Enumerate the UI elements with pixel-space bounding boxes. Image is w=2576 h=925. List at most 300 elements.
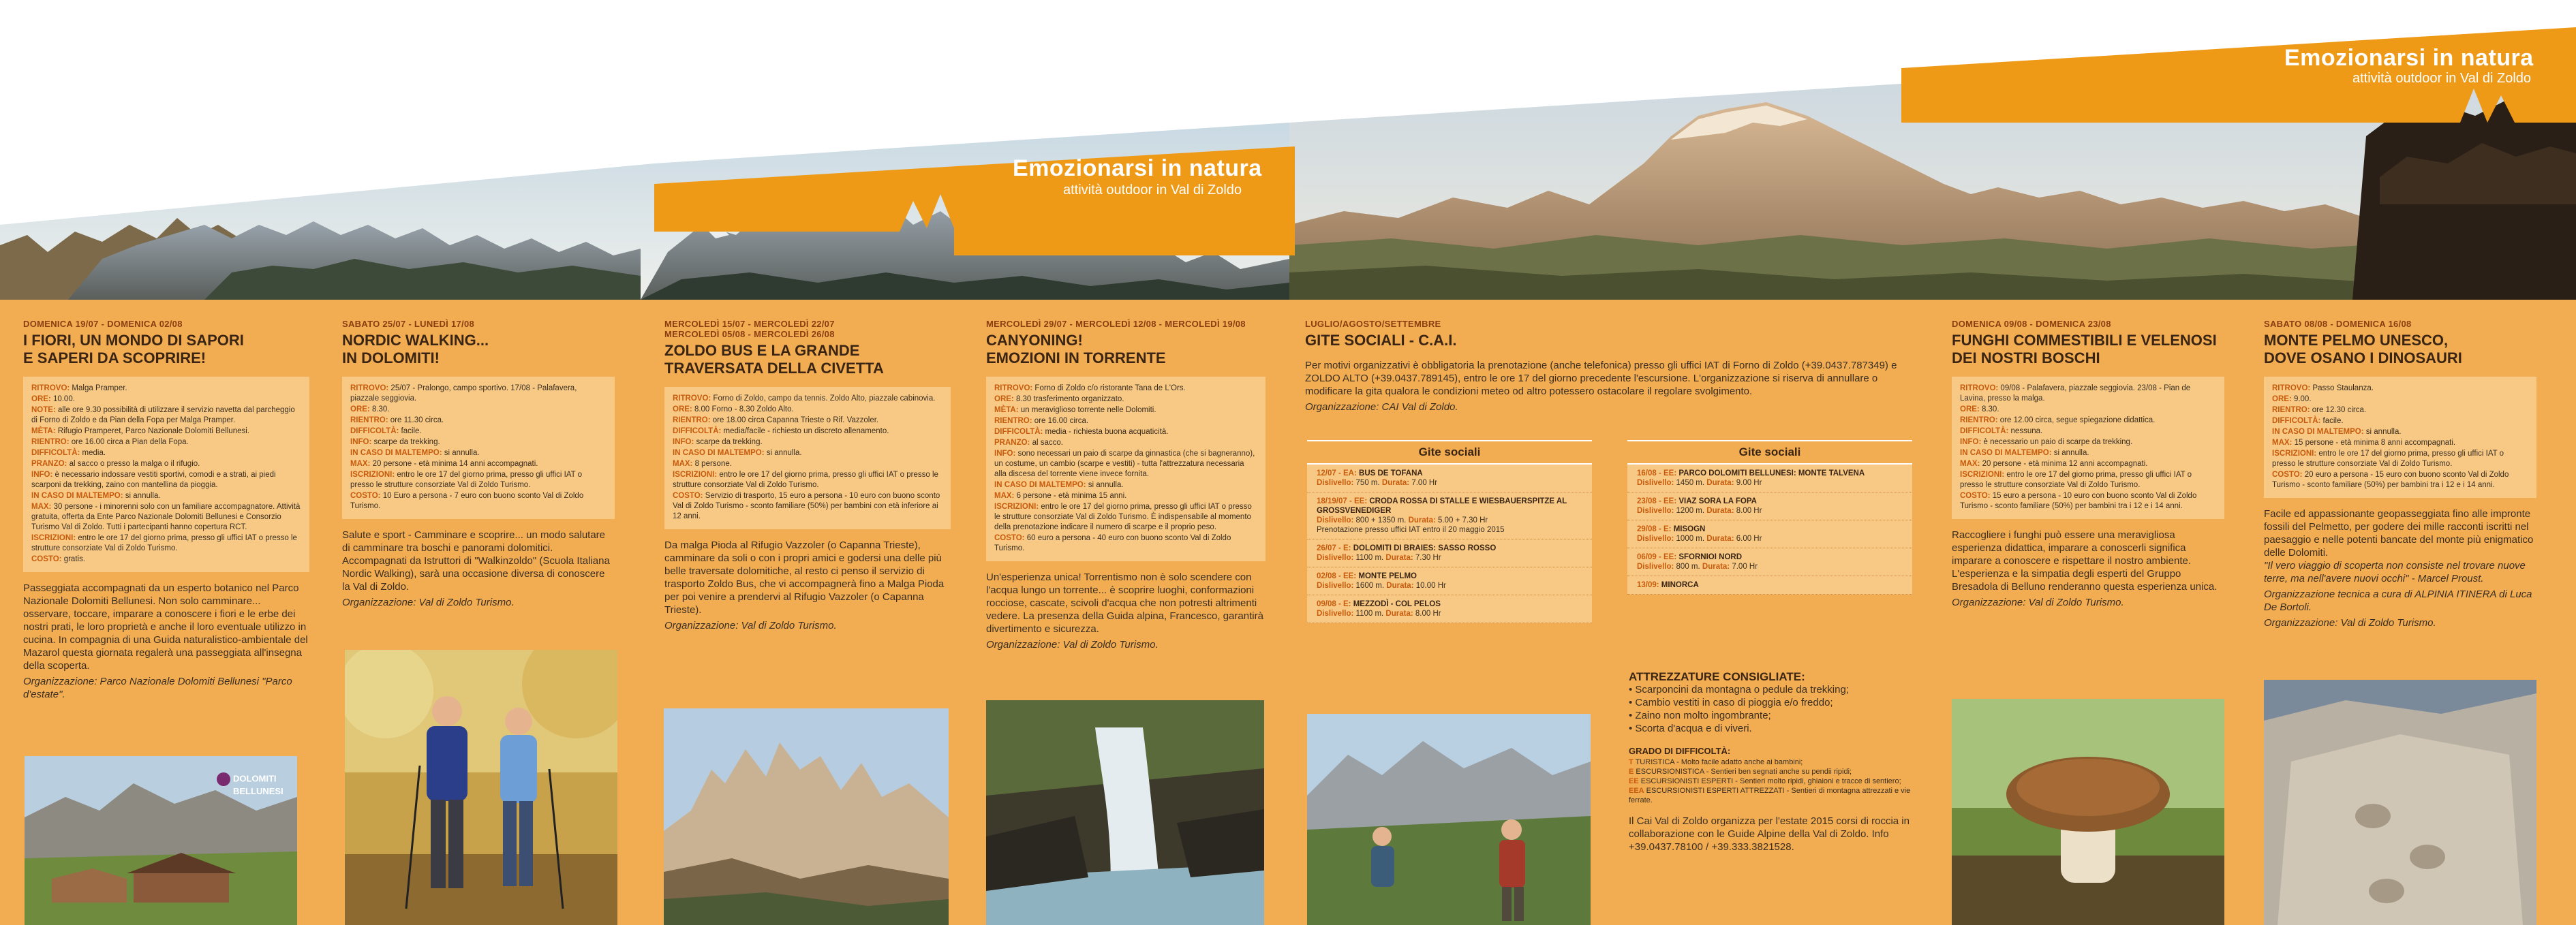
info-row <box>994 416 1257 426</box>
info-value: Malga Pramper. <box>70 384 127 392</box>
bullet-text: Zaino non molto ingombrante; <box>1635 710 1771 721</box>
info-value: 8 persone. <box>692 460 732 468</box>
info-row <box>994 491 1257 501</box>
column-fiori <box>23 319 309 701</box>
info-key: COSTO: <box>2272 471 2303 479</box>
gite-sociali-left <box>1307 440 1592 623</box>
gita-item <box>1307 539 1592 567</box>
info-row <box>2272 427 2528 437</box>
info-key: DIFFICOLTÀ: <box>350 427 399 435</box>
info-key: ISCRIZIONI: <box>1960 471 2005 479</box>
info-key: COSTO: <box>350 492 381 500</box>
info-key: RITROVO: <box>994 384 1033 392</box>
gita-dislivello: 750 m. <box>1353 479 1380 487</box>
event-description: Passeggiata accompagnati da un esperto botanico nel Parco Nazionale Dolomiti Bellunesi. Non solo camminare... osservare, toccare, imparare a conoscere i fiori e le erbe dei nostri prati, le loro proprietà e anche il loro eventuale utilizzo in cucina. In compagnia di una Guida naturalistico-ambientale del Mazarol questa giornata regalerà una passeggiata all'insegna della scoperta. <box>23 582 308 672</box>
info-value: ore 12.30 circa. <box>2310 406 2367 414</box>
gita-durata-label: Durata: <box>1700 563 1730 571</box>
info-value: 20 euro a persona - 15 euro con buono sconto Val di Zoldo Turismo - sconto familiare (50%) per bambini tra i 12 e i 14 anni. <box>2272 471 2509 489</box>
info-key: DIFFICOLTÀ: <box>2272 417 2321 425</box>
info-key: RITROVO: <box>2272 384 2311 392</box>
gita-dislivello-label: Dislivello: <box>1637 479 1674 487</box>
gita-dislivello: 1200 m. <box>1674 507 1705 515</box>
info-value: 10 Euro a persona - 7 euro con buono sconto Val di Zoldo Turismo. <box>350 492 584 510</box>
photo-civetta <box>664 708 949 925</box>
bullet-text: Scorta d'acqua e di viveri. <box>1635 723 1752 734</box>
info-value: media. <box>80 449 106 457</box>
info-value: al sacco. <box>1030 439 1063 447</box>
info-key: MAX: <box>994 492 1015 500</box>
gita-dislivello-label: Dislivello: <box>1317 516 1354 524</box>
event-description: Da malga Pioda al Rifugio Vazzoler (o Capanna Trieste), camminare da soli o con i propri amici e godersi una delle più belle traversate dolomitiche, al resto ci penso il servizio di trasporto Zoldo Bus, che vi accompagnerà fino a Malga Pioda per poi venire a prendervi al Rifugio Vazzoler (o Capanna Trieste). <box>664 539 945 616</box>
difficulty-item <box>1629 767 1915 777</box>
event-organizer: Organizzazione: Val di Zoldo Turismo. <box>342 597 515 608</box>
gita-item <box>1627 465 1912 492</box>
info-value: entro le ore 17 del giorno prima, presso gli uffici IAT o presso le strutture consorziate Val di Zoldo Turismo. <box>350 471 583 489</box>
gita-name: MONTE PELMO <box>1356 572 1417 580</box>
info-row <box>31 459 301 469</box>
info-value: facile. <box>2320 417 2344 425</box>
left-banner-subtitle: attività outdoor in Val di Zoldo <box>1063 183 1242 198</box>
info-value: Rifugio Pramperet, Parco Nazionale Dolomiti Bellunesi. <box>55 427 249 435</box>
info-row <box>350 448 607 458</box>
gita-durata-label: Durata: <box>1704 479 1734 487</box>
info-row <box>994 383 1257 394</box>
bullet-icon: • <box>1629 723 1636 734</box>
attrezzature-list <box>1629 683 1915 735</box>
info-value: alle ore 9.30 possibilità di utilizzare il servizio navetta dal parcheggio di Forno di Zoldo e da Pian della Fopa per Malga Pramper. <box>31 406 295 424</box>
gita-note: Prenotazione presso uffici IAT entro il 20 maggio 2015 <box>1317 526 1505 534</box>
info-value: 15 euro a persona - 10 euro con buono sconto Val di Zoldo Turismo - sconto familiare (50%) per bambini tra i 12 e i 14 anni. <box>1960 492 2197 510</box>
gita-dislivello-label: Dislivello: <box>1637 507 1674 515</box>
gita-durata-label: Durata: <box>1406 516 1436 524</box>
info-key: ISCRIZIONI: <box>994 503 1039 511</box>
info-value: 8.30. <box>369 405 390 413</box>
gita-durata: 7.00 Hr <box>1730 563 1758 571</box>
info-key: ORE: <box>2272 395 2292 403</box>
info-value: 09/08 - Palafavera, piazzale seggiovia. 23/08 - Pian de Lavina, presso la malga. <box>1960 384 2191 403</box>
info-value: 25/07 - Pralongo, campo sportivo. 17/08 - Palafavera, piazzale seggiovia. <box>350 384 577 403</box>
info-row <box>31 448 301 458</box>
info-row <box>1960 491 2216 512</box>
event-info-box <box>23 377 309 572</box>
info-value: ore 11.30 circa. <box>388 416 444 424</box>
parco-logo: DOLOMITI BELLUNESI <box>217 772 282 813</box>
info-value: entro le ore 17 del giorno prima, presso gli uffici IAT o presso le strutture consorziate Val di Zoldo Turismo. <box>673 471 938 489</box>
info-key: RITROVO: <box>350 384 389 392</box>
event-organizer: Organizzazione: Val di Zoldo Turismo. <box>2264 617 2436 629</box>
info-key: RIENTRO: <box>31 438 70 446</box>
event-description: Salute e sport - Camminare e scoprire... un modo salutare di camminare tra boschi e panorami dolomitici. Accompagnati da Istruttori di "Walkinzoldo" (Scuola Italiana Nordic Walking), sarà una occasione diversa di conoscere la Val di Zoldo. <box>342 529 610 593</box>
info-row <box>2272 416 2528 426</box>
gita-item <box>1307 595 1592 623</box>
info-value: gratis. <box>61 555 86 563</box>
event-title: NORDIC WALKING... IN DOLOMITI! <box>342 332 489 366</box>
info-key: MÈTA: <box>994 406 1019 414</box>
bullet-icon: • <box>1629 697 1636 708</box>
right-banner-title: Emozionarsi in natura <box>2284 45 2534 71</box>
info-key: COSTO: <box>994 534 1025 542</box>
info-key: IN CASO DI MALTEMPO: <box>1960 449 2052 457</box>
info-value: nessuna. <box>2008 427 2043 435</box>
gita-durata: 7.30 Hr <box>1413 554 1441 562</box>
event-dates: MERCOLEDÌ 15/07 - MERCOLEDÌ 22/07 MERCOLEDÌ 05/08 - MERCOLEDÌ 26/08 <box>664 319 835 339</box>
info-row <box>31 533 301 554</box>
info-value: 20 persone - età minima 14 anni accompagnati. <box>370 460 538 468</box>
column-zoldo-bus <box>664 319 951 632</box>
gita-date: 02/08 - EE: <box>1317 572 1357 580</box>
event-info-box <box>664 387 951 529</box>
info-row <box>994 533 1257 554</box>
info-row <box>1960 448 2216 458</box>
gita-durata-label: Durata: <box>1379 479 1410 487</box>
info-row <box>31 491 301 501</box>
info-row <box>31 470 301 490</box>
info-key: INFO: <box>31 471 53 479</box>
info-value: 9.00. <box>2291 395 2312 403</box>
gita-dislivello: 1000 m. <box>1674 535 1705 543</box>
gita-name: VIAZ SORA LA FOPA <box>1676 497 1757 505</box>
info-key: ISCRIZIONI: <box>350 471 395 479</box>
gita-date: 18/19/07 - EE: <box>1317 497 1368 505</box>
info-row <box>2272 405 2528 416</box>
info-value: sono necessari un paio di scarpe da ginnastica (che si bagneranno), un costume, un cambio (scarpe e vestiti) - tutta l'attrezzatura necessaria alla discesa del torrente viene invece fornita. <box>994 450 1255 478</box>
gita-date: 13/09: <box>1637 581 1659 589</box>
photo-nordic-walkers <box>345 650 617 925</box>
gita-durata: 5.00 + 7.30 Hr <box>1435 516 1488 524</box>
gita-durata: 8.00 Hr <box>1734 507 1762 515</box>
difficulty-item <box>1629 777 1915 786</box>
event-description: Facile ed appassionante geopasseggiata fino alle impronte fossili del Pelmetto, per godere dei mille racconti iscritti nel paesaggio e nelle potenti bancate del monte più enigmatico delle Dolomiti. <box>2264 508 2534 559</box>
gita-name: PARCO DOLOMITI BELLUNESI: MONTE TALVENA <box>1676 469 1865 477</box>
difficulty-desc: ESCURSIONISTI ESPERTI - Sentieri molto ripidi, ghiaioni e tracce di sentiero; <box>1638 777 1901 785</box>
info-value: 10.00. <box>50 395 75 403</box>
gita-durata: 8.00 Hr <box>1413 610 1441 618</box>
gita-name: CRODA ROSSA DI STALLE E WIESBAUERSPITZE AL GROSSVENEDIGER <box>1317 497 1567 515</box>
event-info-box <box>986 377 1266 561</box>
gita-dislivello: 1450 m. <box>1674 479 1705 487</box>
info-key: INFO: <box>1960 438 1982 446</box>
info-value: entro le ore 17 del giorno prima, presso gli uffici IAT o presso le strutture consorziate Val di Zoldo Turismo. <box>2272 450 2504 468</box>
event-title: MONTE PELMO UNESCO, DOVE OSANO I DINOSAURI <box>2264 332 2462 366</box>
info-key: MAX: <box>31 503 52 511</box>
info-key: INFO: <box>350 438 372 446</box>
column-pelmo <box>2264 319 2536 629</box>
info-value: entro le ore 17 del giorno prima, presso gli uffici IAT o presso le strutture consorziate Val di Zoldo Turismo. È indispensabile al momento della prenotazione indicare il numero di scarpe e il proprio peso. <box>994 503 1252 531</box>
event-organizer: Organizzazione: Val di Zoldo Turismo. <box>1952 597 2124 608</box>
info-key: IN CASO DI MALTEMPO: <box>2272 428 2364 436</box>
gita-durata-label: Durata: <box>1704 535 1734 543</box>
gita-dislivello-label: Dislivello: <box>1637 535 1674 543</box>
info-key: NOTE: <box>31 406 56 414</box>
info-key: DIFFICOLTÀ: <box>994 428 1043 436</box>
info-row <box>1960 437 2216 448</box>
info-key: MÈTA: <box>31 427 56 435</box>
difficulty-desc: TURISTICA - Molto facile adatto anche ai bambini; <box>1633 758 1803 766</box>
info-row <box>2272 449 2528 469</box>
info-key: ISCRIZIONI: <box>31 534 76 542</box>
event-organizer: Organizzazione: Val di Zoldo Turismo. <box>986 639 1159 650</box>
gita-durata: 7.00 Hr <box>1409 479 1438 487</box>
cai-note: Il Cai Val di Zoldo organizza per l'estate 2015 corsi di roccia in collaborazione con le Guide Alpine della Val di Zoldo. Info +39.0437.78100 / +39.333.3821528. <box>1629 815 1910 853</box>
info-row <box>350 416 607 426</box>
info-row <box>350 470 607 490</box>
info-key: IN CASO DI MALTEMPO: <box>350 449 442 457</box>
info-row <box>31 383 301 394</box>
gita-dislivello: 1100 m. <box>1353 554 1384 562</box>
info-row <box>31 437 301 448</box>
info-value: media - richiesta buona acquaticità. <box>1043 428 1169 436</box>
gita-item <box>1627 492 1912 520</box>
gite-list <box>1627 465 1912 595</box>
info-key: IN CASO DI MALTEMPO: <box>673 449 765 457</box>
event-info-box <box>342 377 615 519</box>
info-value: facile. <box>399 427 422 435</box>
gita-dislivello: 800 + 1350 m. <box>1353 516 1407 524</box>
cai-intro: Per motivi organizzativi è obbligatoria la prenotazione (anche telefonica) presso gli uffici IAT di Forno di Zoldo (+39.0437.787349) e ZOLDO ALTO (+39.0437.789145), entro le ore 17 del giorno precedente l'escursione. L'organizzazione si riserva di annullare o modificare la gita qualora le condizioni meteo od altro potessero ostacolare il regolare svolgimento. <box>1305 360 1897 397</box>
info-key: DIFFICOLTÀ: <box>31 449 80 457</box>
info-value: è necessario un paio di scarpe da trekking. <box>1981 438 2133 446</box>
info-value: ore 16.00 circa a Pian della Fopa. <box>69 438 189 446</box>
event-dates: SABATO 25/07 - LUNEDÌ 17/08 <box>342 319 475 329</box>
gita-name: MINORCA <box>1659 581 1699 589</box>
info-value: si annulla. <box>764 449 802 457</box>
gita-date: 23/08 - EE: <box>1637 497 1677 505</box>
column-nordic <box>342 319 615 609</box>
event-title: GITE SOCIALI - C.A.I. <box>1305 332 1457 349</box>
info-key: RIENTRO: <box>994 417 1032 425</box>
info-key: ISCRIZIONI: <box>2272 450 2317 458</box>
info-key: MAX: <box>673 460 693 468</box>
info-value: 8.00 Forno - 8.30 Zoldo Alto. <box>692 405 794 413</box>
gita-name: MEZZODÌ - COL PELOS <box>1351 600 1441 608</box>
info-value: scarpe da trekking. <box>694 438 763 446</box>
info-value: un meraviglioso torrente nelle Dolomiti. <box>1018 406 1156 414</box>
info-row <box>2272 383 2528 394</box>
event-dates: SABATO 08/08 - DOMENICA 16/08 <box>2264 319 2412 329</box>
gita-date: 16/08 - EE: <box>1637 469 1677 477</box>
info-row <box>994 405 1257 416</box>
gita-item <box>1627 520 1912 548</box>
info-value: media/facile - richiesto un discreto allenamento. <box>721 427 889 435</box>
info-value: 20 persone - età minima 12 anni accompagnati. <box>1980 460 2148 468</box>
gita-dislivello: 1100 m. <box>1353 610 1384 618</box>
event-title: ZOLDO BUS E LA GRANDE TRAVERSATA DELLA CIVETTA <box>664 342 884 377</box>
info-row <box>673 426 942 437</box>
photo-dinosaur-footprints <box>2264 680 2536 925</box>
info-key: PRANZO: <box>31 460 67 468</box>
info-key: RITROVO: <box>31 384 70 392</box>
info-value: ore 18.00 circa Capanna Trieste o Rif. Vazzoler. <box>710 416 879 424</box>
gita-name: MISOGN <box>1671 525 1706 533</box>
info-row <box>1960 383 2216 404</box>
info-row <box>350 491 607 512</box>
info-row <box>994 480 1257 490</box>
event-description: Un'esperienza unica! Torrentismo non è solo scendere con l'acqua lungo un torrente... è scoprire luoghi, conformazioni rocciose, cascate, scivoli d'acqua che non potresti altrimenti vedere. La presenza della Guida alpina, Francesco, garantirà divertimento e sicurezza. <box>986 571 1263 635</box>
info-key: RITROVO: <box>1960 384 1999 392</box>
bullet-icon: • <box>1629 710 1636 721</box>
info-row <box>994 449 1257 480</box>
info-row <box>31 394 301 405</box>
info-row <box>673 437 942 448</box>
info-key: ORE: <box>1960 405 1980 413</box>
event-organizer-tech: Organizzazione tecnica a cura di ALPINIA ITINERA di Luca De Bortoli. <box>2264 589 2532 613</box>
info-row <box>673 459 942 469</box>
info-key: INFO: <box>673 438 694 446</box>
info-row <box>31 554 301 565</box>
info-value: si annulla. <box>2051 449 2089 457</box>
info-key: DIFFICOLTÀ: <box>1960 427 2009 435</box>
gita-durata-label: Durata: <box>1383 610 1413 618</box>
gita-durata-label: Durata: <box>1383 554 1413 562</box>
gita-name: BUS DE TOFANA <box>1356 469 1423 477</box>
gita-item <box>1307 567 1592 595</box>
difficulty-desc: ESCURSIONISTI ESPERTI ATTREZZATI - Sentieri di montagna attrezzati e vie ferrate. <box>1629 787 1911 804</box>
info-row <box>350 459 607 469</box>
info-row <box>2272 470 2528 490</box>
difficulty-code: EEA <box>1629 787 1644 795</box>
gita-item <box>1307 492 1592 539</box>
info-row <box>31 405 301 426</box>
gita-durata-label: Durata: <box>1384 582 1414 590</box>
info-row <box>31 502 301 533</box>
info-value: 60 euro a persona - 40 euro con buono sconto Val di Zoldo Turismo. <box>994 534 1231 552</box>
event-dates: LUGLIO/AGOSTO/SETTEMBRE <box>1305 319 1441 329</box>
info-row <box>1960 405 2216 415</box>
gita-dislivello-label: Dislivello: <box>1637 563 1674 571</box>
info-key: ORE: <box>31 395 51 403</box>
gita-dislivello: 800 m. <box>1674 563 1700 571</box>
info-value: scarpe da trekking. <box>371 438 440 446</box>
gite-box-title: Gite sociali <box>1627 440 1912 465</box>
info-row <box>994 394 1257 405</box>
gita-dislivello-label: Dislivello: <box>1317 610 1354 618</box>
info-key: COSTO: <box>673 492 703 500</box>
column-funghi <box>1952 319 2224 609</box>
info-row <box>994 502 1257 533</box>
info-row <box>673 394 942 404</box>
bullet-item <box>1629 696 1915 709</box>
info-value: Passo Staulanza. <box>2310 384 2374 392</box>
gite-list <box>1307 465 1592 623</box>
info-key: RIENTRO: <box>1960 416 1998 424</box>
info-key: MAX: <box>1960 460 1980 468</box>
info-row <box>350 383 607 404</box>
info-value: 8.30. <box>1979 405 1999 413</box>
info-key: RIENTRO: <box>673 416 711 424</box>
info-key: INFO: <box>994 450 1016 458</box>
info-row <box>673 491 942 522</box>
info-key: RIENTRO: <box>350 416 388 424</box>
gita-date: 12/07 - EA: <box>1317 469 1357 477</box>
gita-item <box>1307 465 1592 492</box>
attrezzature-title: ATTREZZATURE CONSIGLIATE: <box>1629 670 1805 683</box>
photo-waterfall <box>986 700 1264 925</box>
difficulty-code: EE <box>1629 777 1639 785</box>
info-value: ore 12.00 circa, segue spiegazione didattica. <box>1997 416 2156 424</box>
column-cai <box>1305 319 1912 413</box>
info-row <box>31 426 301 437</box>
info-row <box>350 405 607 415</box>
info-key: ORE: <box>994 395 1014 403</box>
info-row <box>994 427 1257 437</box>
info-value: si annulla. <box>123 492 161 500</box>
info-row <box>1960 459 2216 469</box>
photo-malga <box>25 756 297 925</box>
bullet-item <box>1629 683 1915 696</box>
info-row <box>350 426 607 437</box>
info-row <box>1960 416 2216 426</box>
gita-item <box>1627 576 1912 595</box>
event-dates: MERCOLEDÌ 29/07 - MERCOLEDÌ 12/08 - MERCOLEDÌ 19/08 <box>986 319 1246 329</box>
attrezzature-section <box>1629 670 1915 853</box>
gita-durata: 10.00 Hr <box>1413 582 1446 590</box>
info-key: COSTO: <box>1960 492 1991 500</box>
info-value: si annulla. <box>2363 428 2402 436</box>
info-value: 6 persone - età minima 15 anni. <box>1014 492 1127 500</box>
event-title: CANYONING! EMOZIONI IN TORRENTE <box>986 332 1166 366</box>
event-info-box <box>1952 377 2224 519</box>
difficolta-list <box>1629 757 1915 805</box>
event-dates: DOMENICA 09/08 - DOMENICA 23/08 <box>1952 319 2111 329</box>
gita-item <box>1627 548 1912 576</box>
info-row <box>673 470 942 490</box>
gite-box-title: Gite sociali <box>1307 440 1592 465</box>
info-row <box>673 448 942 458</box>
info-row <box>1960 426 2216 437</box>
info-value: si annulla. <box>442 449 480 457</box>
info-key: IN CASO DI MALTEMPO: <box>994 481 1086 489</box>
info-row <box>673 416 942 426</box>
info-row <box>1960 470 2216 490</box>
info-key: ISCRIZIONI: <box>673 471 718 479</box>
gita-dislivello-label: Dislivello: <box>1317 479 1354 487</box>
info-value: 15 persone - età minima 8 anni accompagnati. <box>2292 439 2456 447</box>
info-key: MAX: <box>350 460 371 468</box>
info-value: ore 16.00 circa. <box>1032 417 1089 425</box>
info-key: RIENTRO: <box>2272 406 2310 414</box>
gita-dislivello-label: Dislivello: <box>1317 582 1354 590</box>
bullet-item <box>1629 709 1915 722</box>
difficulty-code: E <box>1629 768 1634 776</box>
gita-date: 09/08 - E: <box>1317 600 1351 608</box>
info-row <box>673 405 942 415</box>
info-value: entro le ore 17 del giorno prima, presso gli uffici IAT o presso le strutture consorziate Val di Zoldo Turismo. <box>1960 471 2192 489</box>
info-key: IN CASO DI MALTEMPO: <box>31 492 123 500</box>
info-value: 8.30 trasferimento organizzato. <box>1013 395 1124 403</box>
gita-date: 29/08 - E: <box>1637 525 1672 533</box>
gita-durata: 9.00 Hr <box>1734 479 1762 487</box>
gita-dislivello-label: Dislivello: <box>1317 554 1354 562</box>
event-organizer: Organizzazione: Val di Zoldo Turismo. <box>664 620 837 631</box>
gita-name: SFORNIOI NORD <box>1676 553 1743 561</box>
bullet-icon: • <box>1629 684 1636 695</box>
left-banner-title: Emozionarsi in natura <box>1013 155 1262 181</box>
bullet-item <box>1629 722 1915 735</box>
event-description: Raccogliere i funghi può essere una meravigliosa esperienza didattica, imparare a conoscerli significa imparare a conoscere e rispettare il nostro ambiente. L'esperienza e la simpatia degli esperti del Gruppo Bresadola di Belluno renderanno questa esperienza unica. <box>1952 529 2218 593</box>
info-key: PRANZO: <box>994 439 1030 447</box>
info-key: DIFFICOLTÀ: <box>673 427 722 435</box>
info-value: si annulla. <box>1086 481 1124 489</box>
difficulty-item <box>1629 786 1915 805</box>
info-value: al sacco o presso la malga o il rifugio. <box>67 460 200 468</box>
info-key: ORE: <box>673 405 692 413</box>
event-info-box <box>2264 377 2536 498</box>
difficolta-title: GRADO DI DIFFICOLTÀ: <box>1629 746 1731 756</box>
event-title: I FIORI, UN MONDO DI SAPORI E SAPERI DA SCOPRIRE! <box>23 332 244 366</box>
event-quote: "Il vero viaggio di scoperta non consiste nel trovare nuove terre, ma nell'avere nuovi occhi" - Marcel Proust. <box>2264 560 2526 584</box>
difficulty-item <box>1629 757 1915 767</box>
info-value: è necessario indossare vestiti sportivi, comodi e a strati, ai piedi scarponi da trekking, zaino con mantellina da pioggia. <box>31 471 276 489</box>
